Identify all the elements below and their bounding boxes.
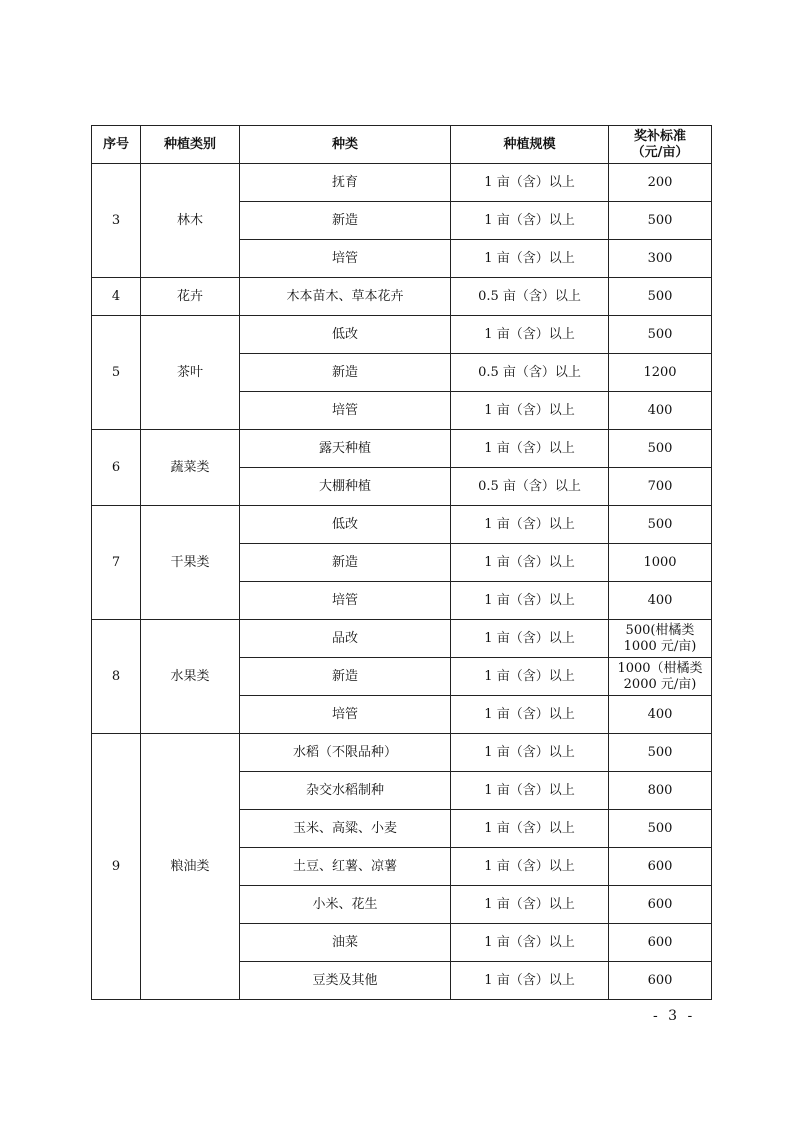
table-body	[92, 164, 712, 1000]
row-type: 水稻（不限品种）	[240, 734, 451, 772]
table-row	[92, 164, 712, 202]
row-seq: 9	[92, 734, 141, 1000]
row-scale: 1 亩（含）以上	[451, 696, 609, 734]
row-type: 品改	[240, 620, 451, 658]
row-scale: 1 亩（含）以上	[451, 506, 609, 544]
header-standard-line2: （元/亩）	[631, 144, 689, 160]
row-standard: 500	[609, 734, 712, 772]
row-standard: 500	[609, 430, 712, 468]
row-type: 低改	[240, 316, 451, 354]
page-number: - 3 -	[653, 1008, 696, 1024]
row-type: 大棚种植	[240, 468, 451, 506]
row-scale: 0.5 亩（含）以上	[451, 354, 609, 392]
row-category: 蔬菜类	[141, 430, 240, 506]
row-scale: 1 亩（含）以上	[451, 164, 609, 202]
row-standard: 600	[609, 886, 712, 924]
table-row	[92, 430, 712, 468]
row-category: 干果类	[141, 506, 240, 620]
table-header-row	[92, 126, 712, 164]
header-scale: 种植规模	[451, 126, 609, 164]
row-scale: 1 亩（含）以上	[451, 430, 609, 468]
row-category: 花卉	[141, 278, 240, 316]
row-seq: 4	[92, 278, 141, 316]
header-standard	[609, 126, 712, 164]
row-standard	[609, 658, 712, 696]
header-category: 种植类别	[141, 126, 240, 164]
row-seq: 7	[92, 506, 141, 620]
row-scale: 1 亩（含）以上	[451, 202, 609, 240]
row-category: 林木	[141, 164, 240, 278]
row-seq: 3	[92, 164, 141, 278]
row-standard: 300	[609, 240, 712, 278]
row-type: 木本苗木、草本花卉	[240, 278, 451, 316]
row-scale: 1 亩（含）以上	[451, 848, 609, 886]
row-standard: 500	[609, 278, 712, 316]
subsidy-standards-table	[91, 125, 712, 1000]
row-scale: 1 亩（含）以上	[451, 810, 609, 848]
row-scale: 1 亩（含）以上	[451, 620, 609, 658]
row-standard: 600	[609, 924, 712, 962]
row-standard: 500	[609, 810, 712, 848]
row-scale: 1 亩（含）以上	[451, 772, 609, 810]
row-seq: 6	[92, 430, 141, 506]
row-type: 新造	[240, 658, 451, 696]
row-scale: 1 亩（含）以上	[451, 924, 609, 962]
row-standard: 600	[609, 962, 712, 1000]
row-scale: 0.5 亩（含）以上	[451, 278, 609, 316]
row-type: 新造	[240, 354, 451, 392]
row-standard: 400	[609, 582, 712, 620]
row-type: 培管	[240, 582, 451, 620]
row-scale: 1 亩（含）以上	[451, 316, 609, 354]
row-standard: 1200	[609, 354, 712, 392]
row-standard	[609, 620, 712, 658]
row-type: 低改	[240, 506, 451, 544]
row-scale: 1 亩（含）以上	[451, 658, 609, 696]
header-type: 种类	[240, 126, 451, 164]
row-type: 豆类及其他	[240, 962, 451, 1000]
row-seq: 8	[92, 620, 141, 734]
row-type: 小米、花生	[240, 886, 451, 924]
row-scale: 0.5 亩（含）以上	[451, 468, 609, 506]
table-row	[92, 316, 712, 354]
row-type: 土豆、红薯、凉薯	[240, 848, 451, 886]
row-type: 油菜	[240, 924, 451, 962]
row-category: 茶叶	[141, 316, 240, 430]
row-standard: 800	[609, 772, 712, 810]
row-standard-line2: 1000 元/亩)	[623, 638, 697, 654]
header-seq: 序号	[92, 126, 141, 164]
row-seq: 5	[92, 316, 141, 430]
row-standard-line2: 2000 元/亩)	[623, 676, 697, 692]
row-standard: 200	[609, 164, 712, 202]
row-standard: 400	[609, 696, 712, 734]
row-category: 粮油类	[141, 734, 240, 1000]
header-standard-line1: 奖补标准	[633, 128, 686, 144]
row-type: 玉米、高粱、小麦	[240, 810, 451, 848]
row-type: 新造	[240, 202, 451, 240]
row-type: 杂交水稻制种	[240, 772, 451, 810]
row-type: 抚育	[240, 164, 451, 202]
row-type: 露天种植	[240, 430, 451, 468]
row-scale: 1 亩（含）以上	[451, 734, 609, 772]
row-standard: 400	[609, 392, 712, 430]
row-type: 新造	[240, 544, 451, 582]
row-type: 培管	[240, 240, 451, 278]
row-scale: 1 亩（含）以上	[451, 582, 609, 620]
row-standard: 500	[609, 316, 712, 354]
row-standard: 1000	[609, 544, 712, 582]
row-scale: 1 亩（含）以上	[451, 392, 609, 430]
row-standard-line1: 1000（柑橘类	[617, 660, 703, 676]
row-standard: 600	[609, 848, 712, 886]
row-standard: 700	[609, 468, 712, 506]
table-row	[92, 278, 712, 316]
row-scale: 1 亩（含）以上	[451, 886, 609, 924]
row-category: 水果类	[141, 620, 240, 734]
table-row	[92, 506, 712, 544]
row-scale: 1 亩（含）以上	[451, 240, 609, 278]
row-type: 培管	[240, 392, 451, 430]
row-standard-line1: 500(柑橘类	[625, 622, 695, 638]
table-row	[92, 734, 712, 772]
table-row	[92, 620, 712, 658]
row-scale: 1 亩（含）以上	[451, 962, 609, 1000]
row-type: 培管	[240, 696, 451, 734]
row-scale: 1 亩（含）以上	[451, 544, 609, 582]
row-standard: 500	[609, 202, 712, 240]
row-standard: 500	[609, 506, 712, 544]
